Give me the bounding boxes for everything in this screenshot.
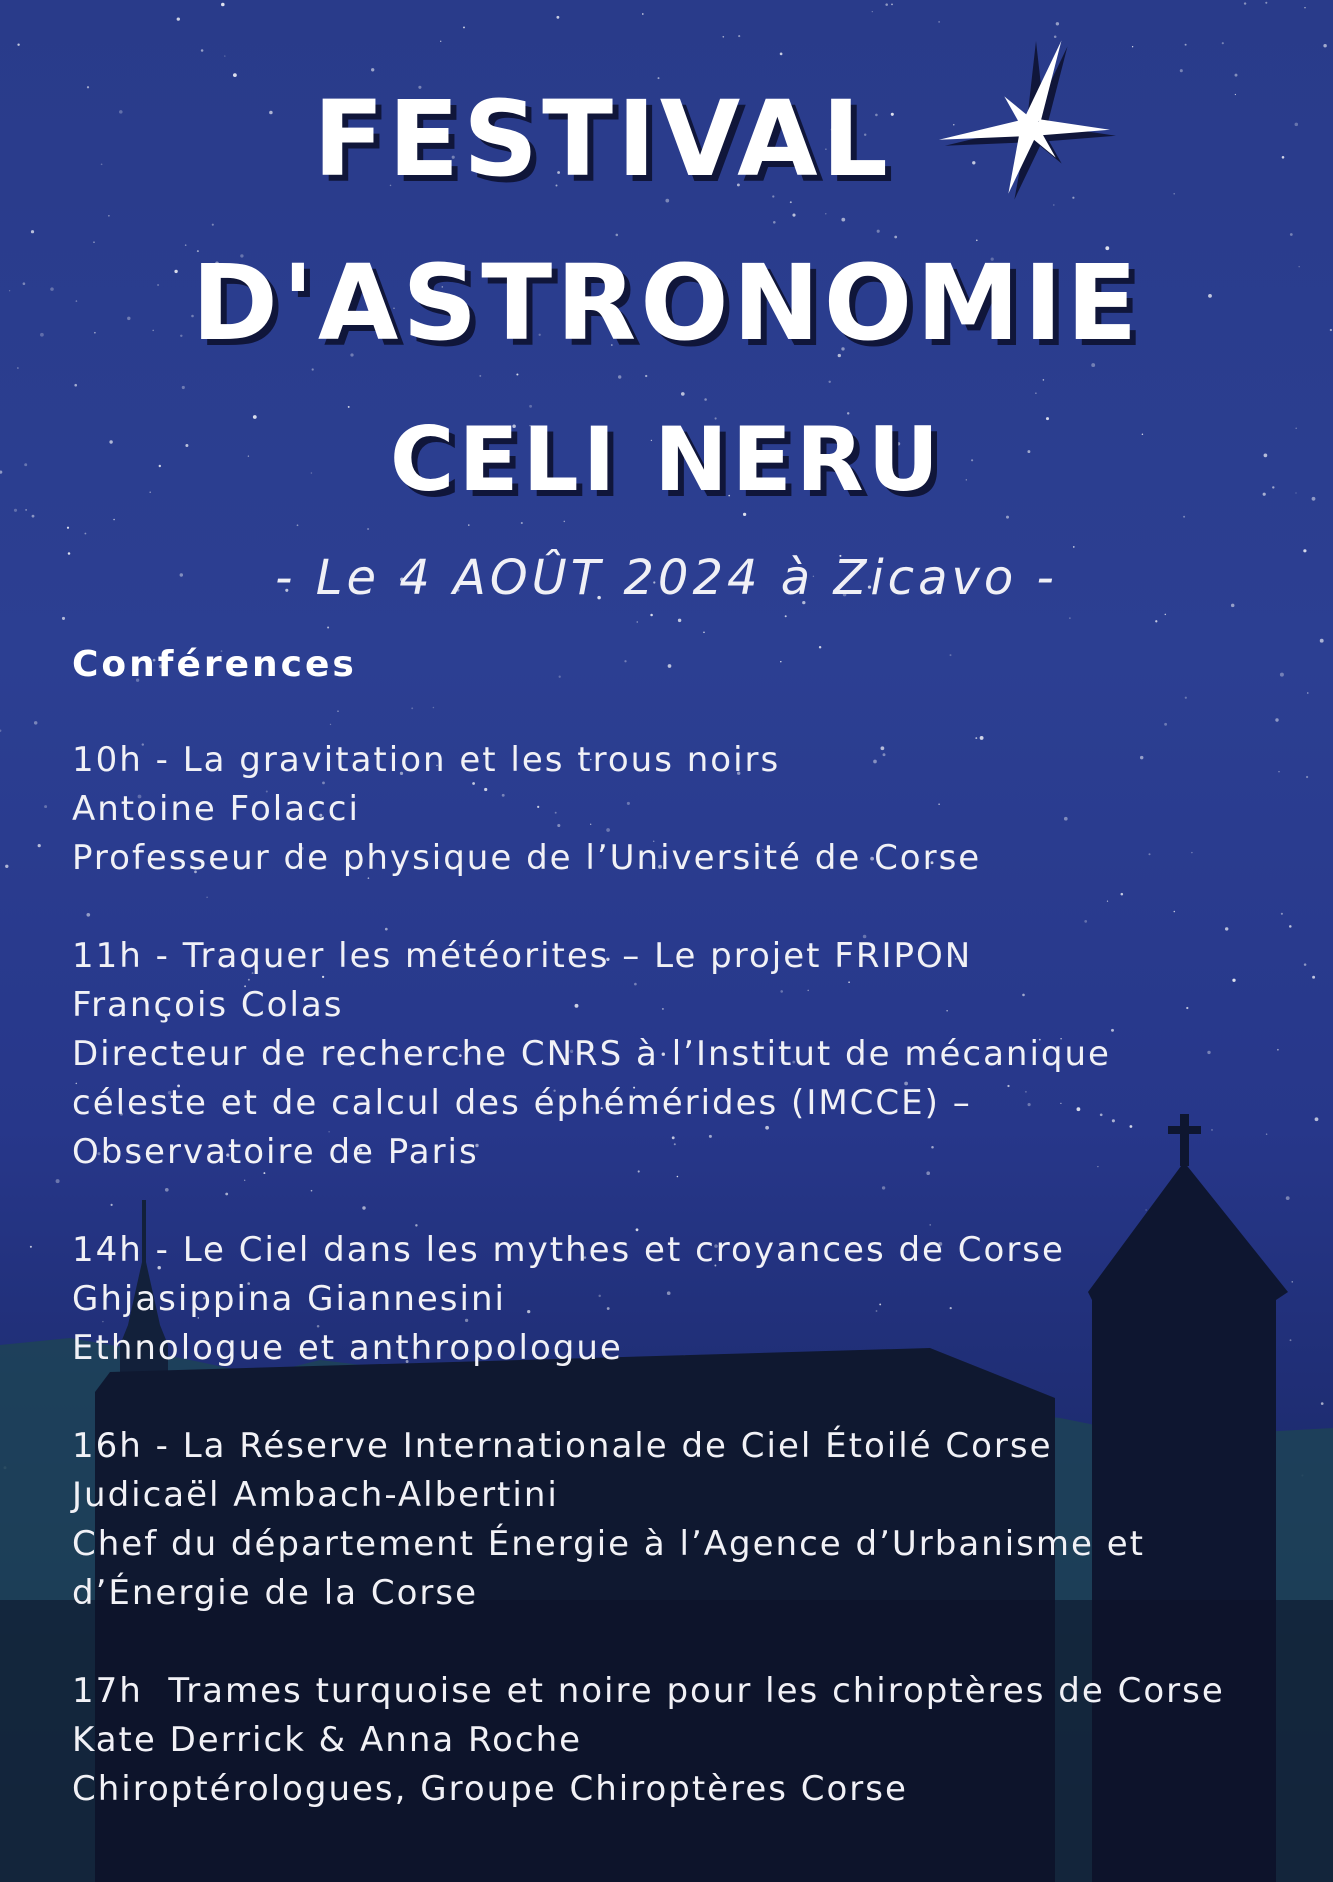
title-festival: FESTIVAL: [313, 78, 892, 200]
talk-speaker-role: Chef du département Énergie à l’Agence d’Urbanisme et: [72, 1524, 1145, 1564]
title-astronomie: D'ASTRONOMIE: [191, 242, 1142, 364]
title-celi-neru: CELI NERU: [389, 408, 944, 511]
talk-speaker-role: Directeur de recherche CNRS à l’Institut de mécanique: [72, 1034, 1111, 1074]
talk-title: 14h - Le Ciel dans les mythes et croyances de Corse: [72, 1230, 1065, 1270]
talk-item: [72, 1226, 1302, 1373]
talk-speaker: Kate Derrick & Anna Roche: [72, 1720, 583, 1760]
talk-item: [72, 1667, 1302, 1814]
talk-item: [72, 736, 1302, 883]
talk-speaker-role: Ethnologue et anthropologue: [72, 1328, 623, 1368]
talk-speaker: François Colas: [72, 985, 344, 1025]
talk-title: 11h - Traquer les météorites – Le projet FRIPON: [72, 936, 973, 976]
talk-item: [72, 932, 1302, 1177]
star-icon: [935, 32, 1125, 222]
talk-speaker-role: d’Énergie de la Corse: [72, 1573, 479, 1613]
talk-speaker: Ghjasippina Giannesini: [72, 1279, 506, 1319]
event-date-location: - Le 4 AOÛT 2024 à Zicavo -: [275, 550, 1058, 606]
talk-speaker: Judicaël Ambach-Albertini: [72, 1475, 559, 1515]
talk-speaker: Antoine Folacci: [72, 789, 360, 829]
talk-title: 10h - La gravitation et les trous noirs: [72, 740, 781, 780]
talk-speaker-role: céleste et de calcul des éphémérides (IMCCE) –: [72, 1083, 972, 1123]
conference-program: [72, 736, 1302, 1863]
talk-title: 17h Trames turquoise et noire pour les chiroptères de Corse: [72, 1671, 1225, 1711]
talk-item: [72, 1422, 1302, 1618]
talk-speaker-role: Professeur de physique de l’Université de Corse: [72, 838, 982, 878]
talk-speaker-role: Observatoire de Paris: [72, 1132, 479, 1172]
talk-title: 16h - La Réserve Internationale de Ciel Étoilé Corse: [72, 1426, 1053, 1466]
talk-speaker-role: Chiroptérologues, Groupe Chiroptères Corse: [72, 1769, 908, 1809]
section-heading-conferences: Conférences: [72, 644, 357, 685]
